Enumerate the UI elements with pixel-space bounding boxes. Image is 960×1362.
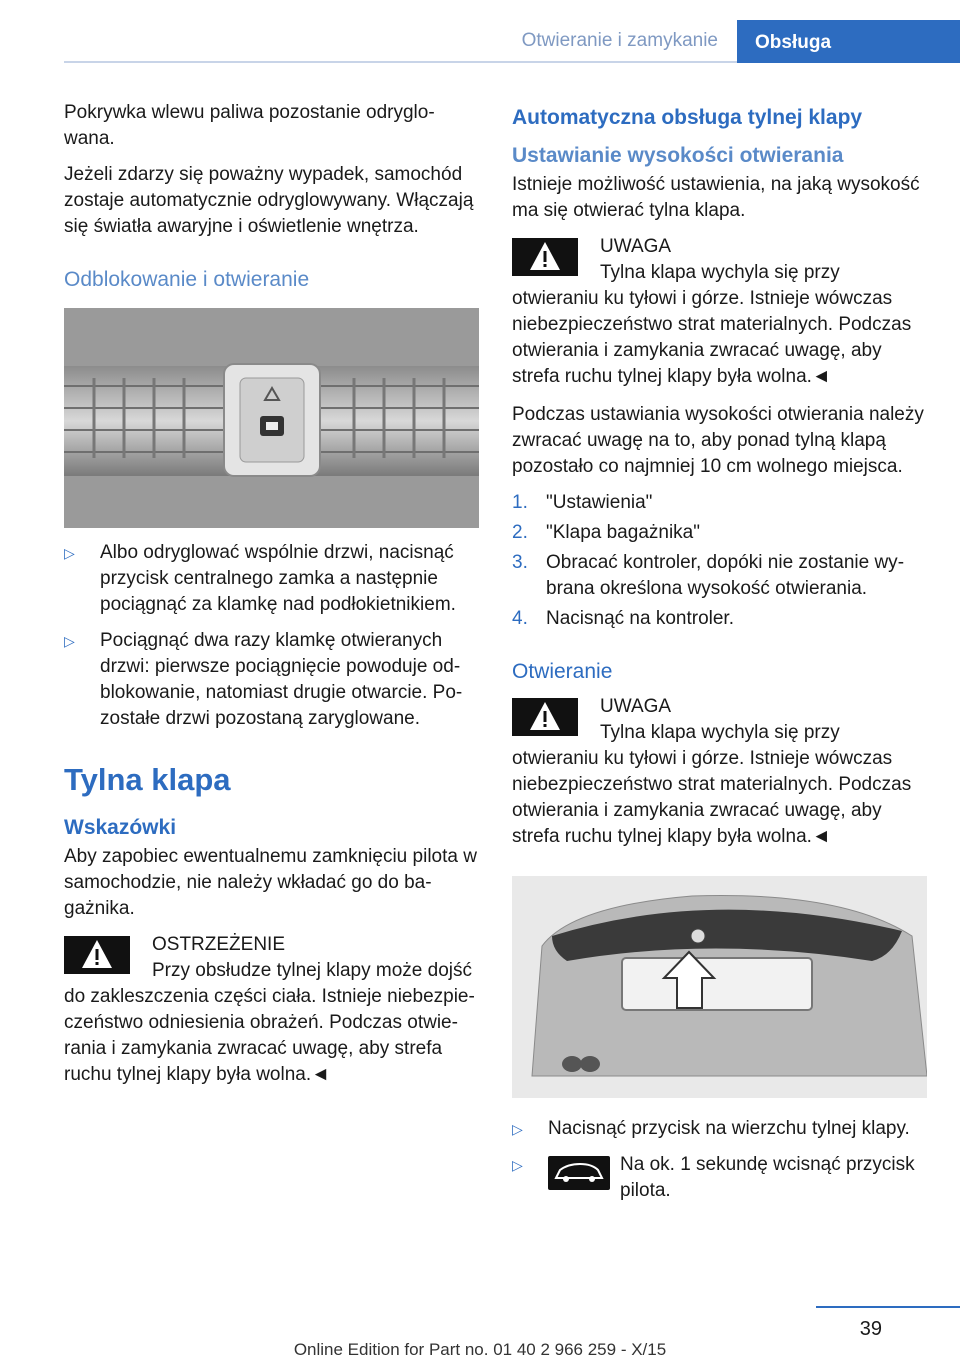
note-title: UWAGA bbox=[600, 236, 672, 257]
heading-tips: Wskazówki bbox=[64, 816, 177, 839]
paragraph: Aby zapobiec ewentualnemu zamknięciu pilota w samochodzie, nie należy wkładać go do bagażnika. bbox=[64, 846, 477, 919]
heading-unlock: Odblokowanie i otwieranie bbox=[64, 268, 310, 291]
footer-edition: Online Edition for Part no. 01 40 2 966 259 - X/15 bbox=[293, 1340, 667, 1359]
paragraph: Pokrywka wlewu paliwa pozostanie odryglowana. bbox=[64, 102, 435, 149]
header-section: Otwieranie i zamykanie bbox=[521, 30, 718, 51]
note-text: Tylna klapa wychyla się przy otwieraniu ku tyłowi i górze. Istnieje wówczas niebezpieczeństwo strat materialnych. Podczas otwierania i zamykania zwracać uwagę, aby strefa ruchu tylnej klapy była wolna.◄ bbox=[512, 722, 912, 847]
right-column bbox=[512, 104, 927, 1214]
list-item: 1. "Ustawienia" bbox=[512, 492, 653, 513]
bullet-marker: ▷ bbox=[64, 545, 75, 561]
heading-tailgate: Tylna klapa bbox=[64, 762, 231, 797]
page-number: 39 bbox=[859, 1318, 882, 1340]
list-item: 3. Obracać kontroler, dopóki nie zostanie wybrana określona wysokość otwierania. bbox=[512, 552, 905, 599]
warning-icon bbox=[64, 936, 130, 974]
warning-icon bbox=[512, 698, 578, 736]
footer-rule bbox=[816, 1306, 960, 1308]
warning-title: OSTRZEŻENIE bbox=[152, 934, 286, 955]
bullet-marker: ▷ bbox=[64, 633, 75, 649]
door-button-image bbox=[64, 308, 479, 528]
paragraph: Jeżeli zdarzy się poważny wypadek, samochód zostaje automatycznie odryglowywany. Włączają się światła awaryjne i oświetlenie wnętrza. bbox=[64, 164, 474, 237]
tailgate-image bbox=[512, 876, 927, 1098]
list-item: ▷ Na ok. 1 sekundę wcisnąć przycisk pilota. bbox=[512, 1154, 915, 1201]
paragraph: Podczas ustawiania wysokości otwierania należy zwracać uwagę na to, aby ponad tylną klapą pozostało co najmniej 10 cm wolnego miejsca. bbox=[512, 404, 924, 477]
warning-box bbox=[64, 932, 479, 1088]
list-item: ▷ Albo odryglować wspólnie drzwi, nacisnąć przycisk centralnego zamka a następnie pociągnąć za klamkę nad podłokietnikiem. bbox=[64, 542, 456, 615]
heading-opening: Otwieranie bbox=[512, 660, 613, 683]
bullet-marker: ▷ bbox=[512, 1157, 523, 1173]
header-tab: Obsługa bbox=[737, 20, 960, 63]
bullet-marker: ▷ bbox=[512, 1121, 523, 1137]
heading-opening-height: Ustawianie wysokości otwierania bbox=[512, 144, 844, 167]
note-text: Tylna klapa wychyla się przy otwieraniu ku tyłowi i górze. Istnieje wówczas niebezpieczeństwo strat materialnych. Podczas otwierania i zamykania zwracać uwagę, aby strefa ruchu tylnej klapy była wolna.◄ bbox=[512, 262, 912, 387]
heading-auto-tailgate: Automatyczna obsługa tylnej klapy bbox=[512, 106, 863, 129]
warning-text: Przy obsłudze tylnej klapy może dojść do zakleszczenia części ciała. Istnieje niebezpieczeństwo odniesienia obrażeń. Podczas otwierania i zamykania zwracać uwagę, aby strefa ruchu tylnej klapy była wolna.◄ bbox=[64, 960, 475, 1085]
list-item: 4. Nacisnąć na kontroler. bbox=[512, 608, 734, 629]
left-column bbox=[64, 100, 479, 1100]
list-item: ▷ Pociągnąć dwa razy klamkę otwieranych drzwi: pierwsze pociągnięcie powoduje odblokowanie, natomiast drugie otwarcie. Pozostałe drzwi pozostaną zaryglowane. bbox=[64, 630, 463, 729]
car-key-icon bbox=[548, 1156, 610, 1190]
note-box bbox=[512, 234, 927, 390]
list-item: ▷ Nacisnąć przycisk na wierzchu tylnej klapy. bbox=[512, 1116, 927, 1142]
note-title: UWAGA bbox=[600, 696, 672, 717]
paragraph: Istnieje możliwość ustawienia, na jaką wysokość ma się otwierać tylna klapa. bbox=[512, 174, 920, 221]
note-box bbox=[512, 694, 927, 850]
list-item: 2. "Klapa bagażnika" bbox=[512, 522, 700, 543]
warning-icon bbox=[512, 238, 578, 276]
